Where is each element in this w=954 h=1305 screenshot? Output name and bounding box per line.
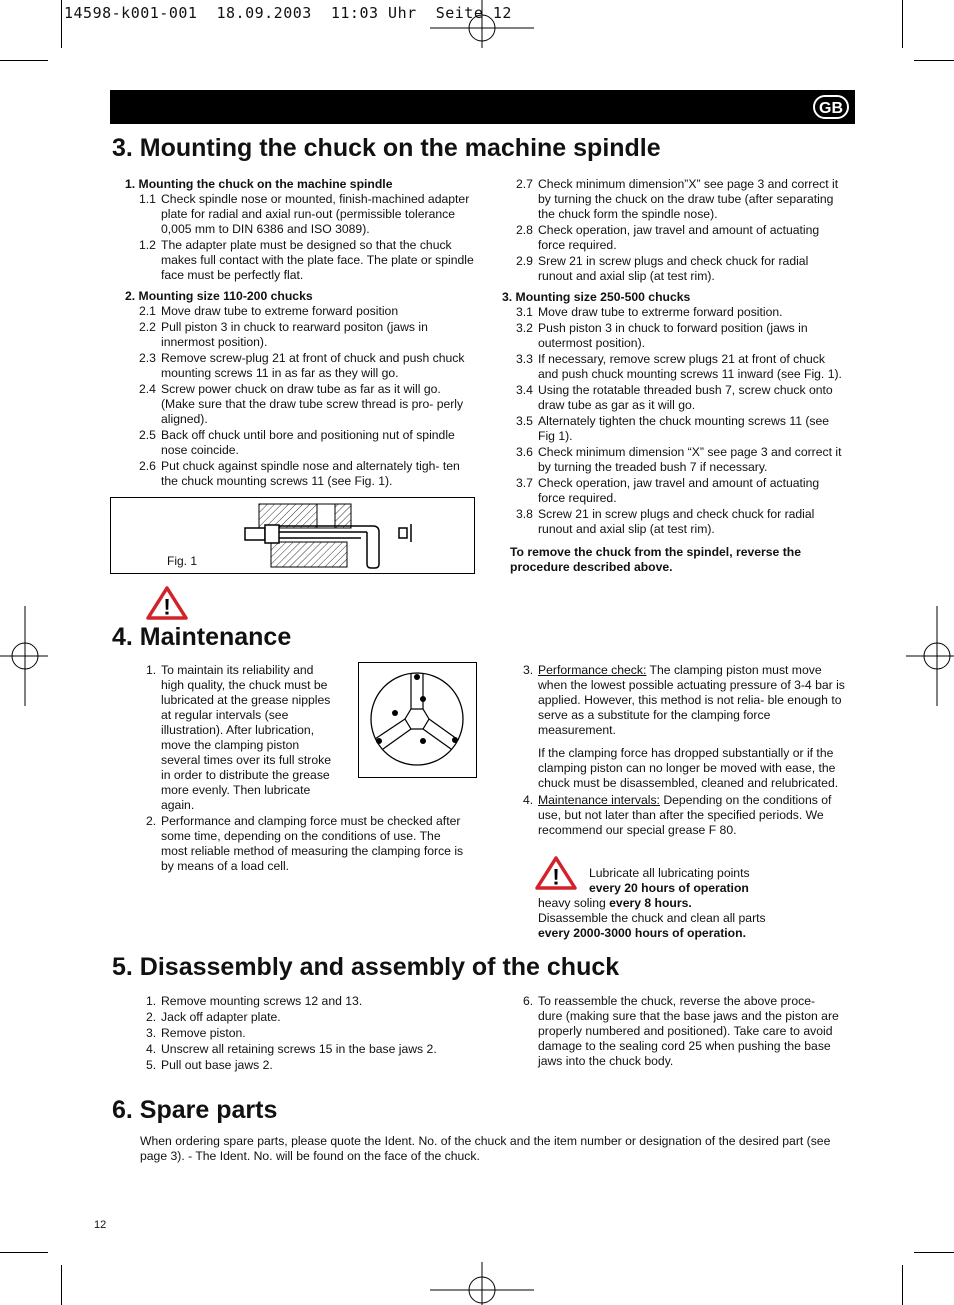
list-item: 2.1 Move draw tube to extreme forward position	[139, 304, 399, 318]
language-badge: GB	[813, 95, 849, 119]
section-4-right-column	[523, 663, 845, 838]
section-5-title: 5. Disassembly and assembly of the chuck	[112, 953, 620, 981]
list-item: 2.9 Srew 21 in screw plugs and check chuck for radial runout and axial slip (at test rim).	[516, 254, 809, 283]
subsection-title: 3. Mounting size 250-500 chucks	[502, 290, 691, 304]
crop-mark	[61, 1265, 62, 1305]
crop-mark	[0, 60, 48, 61]
list-item: 1. Remove mounting screws 12 and 13.	[146, 994, 363, 1008]
section-6-title: 6. Spare parts	[112, 1096, 278, 1124]
registration-mark-icon	[430, 1262, 534, 1305]
svg-text:!: !	[552, 864, 560, 890]
header-bar	[110, 90, 855, 124]
crop-mark	[902, 1265, 903, 1305]
list-item: 3.6 Check minimum dimension “X” see page 3 and correct it by turning the treaded bush 7 if necessary.	[516, 445, 842, 474]
warning-triangle-icon	[146, 586, 188, 620]
page-number: 12	[94, 1219, 107, 1231]
list-item: 2. Performance and clamping force must be checked after some time, depending on the conditions of use. The most reliable method of measuring the clamping force is by means of a load cell.	[146, 814, 464, 873]
list-item: 1.1 Check spindle nose or mounted, finish-machined adapter plate for radial and axial run-out (permissible tolerance 0,005 mm to DIN 6386 and ISO 3089).	[139, 192, 470, 236]
crop-mark	[914, 60, 954, 61]
list-item: 3.8 Screw 21 in screw plugs and check chuck for radial runout and axial slip (at test rim).	[516, 507, 815, 536]
list-item: 3.2 Push piston 3 in chuck to forward position (jaws in outermost position).	[516, 321, 808, 350]
registration-mark-icon	[0, 606, 48, 706]
list-item: 2. Jack off adapter plate.	[146, 1010, 281, 1024]
chuck-mounting-diagram	[241, 502, 421, 570]
list-item: 4. Unscrew all retaining screws 15 in the base jaws 2.	[146, 1042, 437, 1056]
list-item: 2.2 Pull piston 3 in chuck to rearward positon (jaws in innermost position).	[139, 320, 428, 349]
subsection-title: 2. Mounting size 110-200 chucks	[125, 289, 313, 303]
lube-line: heavy soling every 8 hours.	[538, 896, 692, 910]
lube-line: Disassemble the chuck and clean all parts	[538, 911, 766, 925]
print-header: 14598-k001-001 18.09.2003 11:03 Uhr Seite 12	[64, 4, 512, 22]
section-3-title: 3. Mounting the chuck on the machine spindle	[112, 134, 661, 162]
lubrication-illustration	[358, 662, 477, 778]
list-item: 2.3 Remove screw-plug 21 at front of chuck and push chuck mounting screws 11 in as far as they will go.	[139, 351, 465, 380]
list-item: 2.4 Screw power chuck on draw tube as far as it will go. (Make sure that the draw tube screw thread is pro- perly aligned).	[139, 382, 464, 426]
crop-mark	[902, 0, 903, 48]
list-item: 2.6 Put chuck against spindle nose and alternately tigh- ten the chuck mounting screws 11 (see Fig. 1).	[139, 459, 460, 488]
maintenance-intervals-heading: Maintenance intervals:	[538, 793, 660, 807]
registration-mark-icon	[906, 606, 954, 706]
section-5-right-column	[523, 994, 841, 1069]
remove-note: To remove the chuck from the spindel, reverse the procedure described above.	[510, 545, 802, 574]
paragraph: If the clamping force has dropped substantially or if the clamping piston can no longer be moved with ease, the chuck must be disassembled, cleaned and relubricated.	[538, 746, 839, 790]
list-item: 3. Performance check: The clamping piston must move when the lowest possible actuating pressure of 3-4 bar is applied. However, this method is not relia- ble enough to serve as a substitute for the clamping force measurement.	[523, 663, 845, 737]
spare-parts-paragraph: When ordering spare parts, please quote the Ident. No. of the chuck and the item number or designation of the desired part (see page 3). - The Ident. No. will be found on the face of the chuck.	[140, 1134, 831, 1163]
list-item: 2.8 Check operation, jaw travel and amount of actuating force required.	[516, 223, 820, 252]
list-item: 2.7 Check minimum dimension”X” see page 3 and correct it by turning the chuck on the draw tube (after separating the chuck form the spindle nose).	[516, 177, 839, 221]
list-item: 3.5 Alternately tighten the chuck mounting screws 11 (see Fig 1).	[516, 414, 830, 443]
list-item: 3.3 If necessary, remove screw plugs 21 at front of chuck and push chuck mounting screws 11 inward (see Fig. 1).	[516, 352, 842, 381]
lubrication-schedule	[538, 866, 838, 941]
performance-check-heading: Performance check:	[538, 663, 647, 677]
list-item: 1.2 The adapter plate must be designed so that the chuck makes full contact with the plate face. The plate or spindle face must be perfectly flat.	[139, 238, 474, 282]
svg-text:!: !	[163, 594, 171, 620]
list-item: 3.4 Using the rotatable threaded bush 7, screw chuck onto draw tube as gar as it will go.	[516, 383, 833, 412]
list-item: 3. Remove piston.	[146, 1026, 246, 1040]
list-item: 4. Maintenance intervals: Depending on the conditions of use, but not later than after the specified periods. We recommend our special grease F 80.	[523, 793, 832, 837]
list-item: 1. To maintain its reliability and high quality, the chuck must be lubricated at the grease nipples at regular intervals (see illustration). After lubrication, move the clamping piston several times over its full stroke in order to distribute the grease more evenly. Then lubricate again.	[146, 663, 332, 812]
chuck-front-view-icon	[359, 663, 476, 777]
list-item: 6. To reassemble the chuck, reverse the above proce- dure (making sure that the base jaws and the piston are properly numbered and positioned). Take care to avoid damage to the sealing cord 25 when pushing the base jaws into the chuck body.	[523, 994, 839, 1068]
subsection-title: 1. Mounting the chuck on the machine spindle	[125, 177, 393, 191]
list-item: 3.1 Move draw tube to extrerme forward position.	[516, 305, 783, 319]
lube-line: every 2000-3000 hours of operation.	[538, 926, 746, 940]
figure-1	[110, 497, 475, 574]
list-item: 5. Pull out base jaws 2.	[146, 1058, 273, 1072]
list-item: 3.7 Check operation, jaw travel and amount of actuating force required.	[516, 476, 820, 505]
crop-mark	[914, 1252, 954, 1253]
section-3-left-column	[125, 177, 475, 489]
section-5-left-column	[146, 994, 476, 1073]
list-item: 2.5 Back off chuck until bore and positioning nut of spindle nose coincide.	[139, 428, 455, 457]
section-3-right-column	[502, 177, 842, 575]
section-4-title: 4. Maintenance	[112, 623, 292, 651]
crop-mark	[0, 1252, 48, 1253]
lube-line: every 20 hours of operation	[589, 881, 749, 895]
registration-mark-icon	[430, 0, 534, 48]
figure-label: Fig. 1	[167, 554, 198, 568]
crop-mark	[61, 0, 62, 48]
lube-line: Lubricate all lubricating points	[589, 866, 750, 880]
